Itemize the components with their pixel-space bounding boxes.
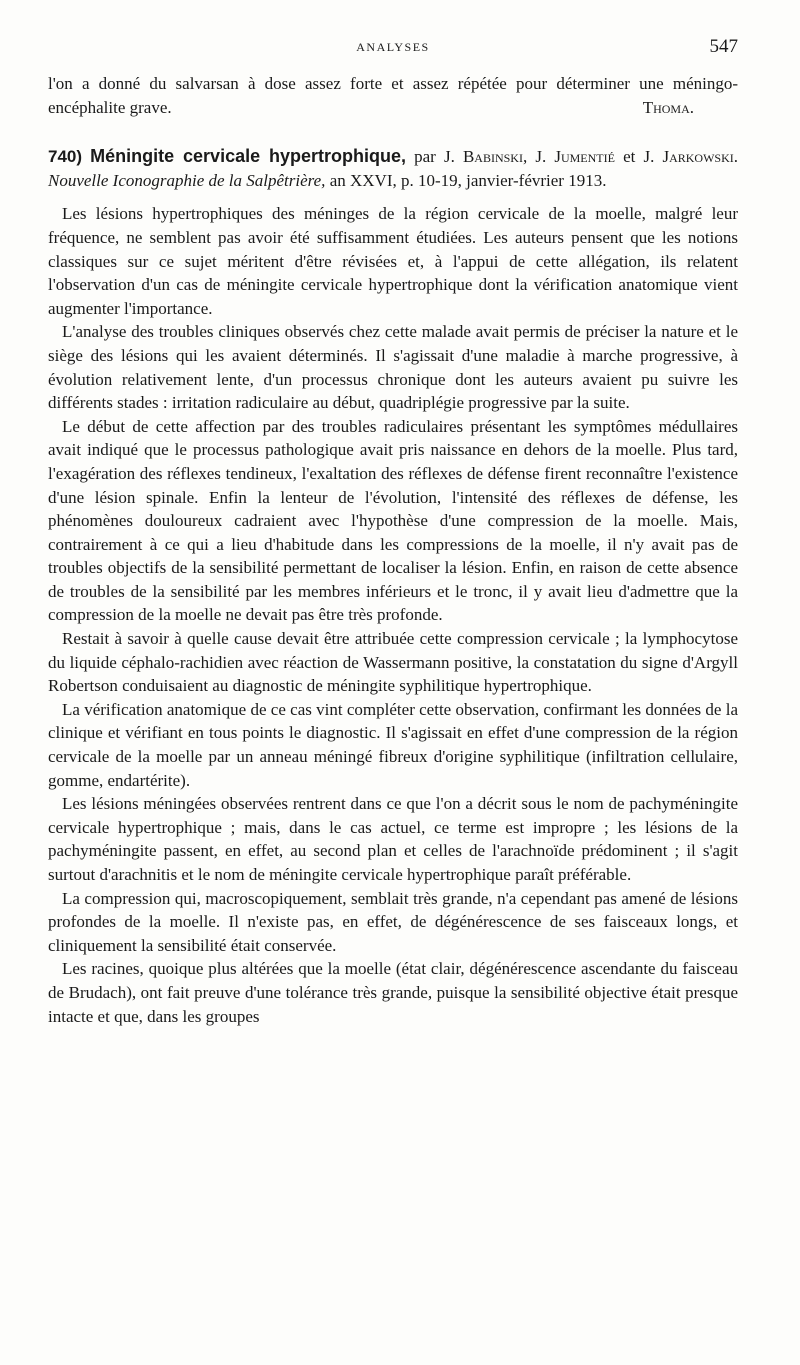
page-header [48,38,738,58]
entry-by: par [414,147,436,167]
author-3-initial: J. [643,147,655,167]
author-sep-and: et [623,147,636,167]
author-1-initial: J. [443,147,455,167]
body-paragraph: L'analyse des troubles cliniques observés chez cette malade avait permis de préciser la nature et le siège des lésions qui les avaient déterminés. Il s'agissait d'une maladie à marche progressive, à évolution relativement lente, d'un processus chronique dont les auteurs avaient pu suivre les différents stades : irritation radiculaire au début, quadriplégie progressive par la suite. [48,322,738,413]
body-paragraph: Le début de cette affection par des troubles radiculaires présentant les symptômes médullaires avait indiqué que le processus pathologique avait pris naissance en dehors de la moelle. Plus tard, l'exagération des réflexes tendineux, l'exaltation des réflexes de défense firent reconnaître l'existence d'une lésion spinale. Enfin la lenteur de l'évolution, l'intensité des réflexes de défense, les phénomènes douloureux cadraient avec l'hypothèse d'une compression de la moelle. Mais, contrairement à ce qui a lieu d'habitude dans les compressions de la moelle, il n'y avait pas de troubles objectifs de la sensibilité permettant de localiser la lésion. Enfin, en raison de cette absence de troubles de la sensibilité par les membres inférieurs et le tronc, il y avait lieu d'admettre que la compression de la moelle ne devait pas être très profonde. [48,416,738,625]
page-content [48,72,738,1028]
author-end: . [733,147,739,167]
body-paragraph: Les lésions méningées observées rentrent dans ce que l'on a décrit sous le nom de pachyméningite cervicale hypertrophique ; mais, dans le cas actuel, ce terme est impropre ; les lésions de la pachyméningite passent, en effet, au second plan et celles de l'arachnoïde prédominent ; il s'agit surtout d'arachnitis et le nom de méningite cervicale hypertrophique paraît préférable. [48,794,738,884]
author-sep-comma: , [522,147,528,167]
author-2-name: Jumentié [554,147,615,167]
body-paragraph: Les lésions hypertrophiques des méninges de la région cervicale de la moelle, malgré leur fréquence, ne semblent pas avoir été suffisamment étudiées. Les auteurs pensent que les notions classiques sur ce sujet méritent d'être révisées et, à l'appui de cette allégation, ils relatent l'observation d'un cas de méningite cervicale hypertrophique dont la vérification anatomique vient augmenter l'importance. [48,204,738,318]
entry-citation [48,145,738,192]
reviewer-signature: Thoma. [642,97,694,117]
running-title: ANALYSES [356,40,430,54]
carryover-text: l'on a donné du salvarsan à dose assez forte et assez répétée pour déterminer une méningo-encéphalite grave. [48,74,738,117]
entry-body [48,202,738,1028]
body-paragraph: La compression qui, macroscopiquement, semblait très grande, n'a cependant pas amené de lésions profondes de la moelle. Il n'existe pas, en effet, de dégénérescence de ses faisceaux longs, et cliniquement la sensibilité était conservée. [48,888,738,955]
entry-number: 740) [48,147,83,167]
body-paragraph: Restait à savoir à quelle cause devait être attribuée cette compression cervicale ; la lymphocytose du liquide céphalo-rachidien avec réaction de Wassermann positive, la constatation du signe d'Argyll Robertson conduisaient au diagnostic de méningite syphilitique hypertrophique. [48,629,738,696]
body-paragraph: Les racines, quoique plus altérées que la moelle (état clair, dégénérescence ascendante du faisceau de Brudach), ont fait preuve d'une tolérance très grande, puisque la sensibilité objective était presque intacte et que, dans les groupes [48,959,738,1026]
carryover-paragraph [48,72,738,119]
entry-title: Méningite cervicale hypertrophique, [90,146,406,167]
author-3-name: Jarkowski [662,147,734,167]
author-1-name: Babinski [462,147,523,167]
citation-details: an XXVI, p. 10-19, janvier-février 1913. [329,170,607,190]
body-paragraph: La vérification anatomique de ce cas vint compléter cette observation, confirmant les données de la clinique et vérifiant en tous points le diagnostic. Il s'agissait en effet d'une compression de la région cervicale de la moelle par un anneau méningé fibreux d'origine syphilitique (infiltration cellulaire, gomme, endartérite). [48,699,738,790]
journal-title: Nouvelle Iconographie de la Salpêtrière, [48,170,326,190]
author-2-initial: J. [535,147,547,167]
page-number: 547 [709,36,738,57]
